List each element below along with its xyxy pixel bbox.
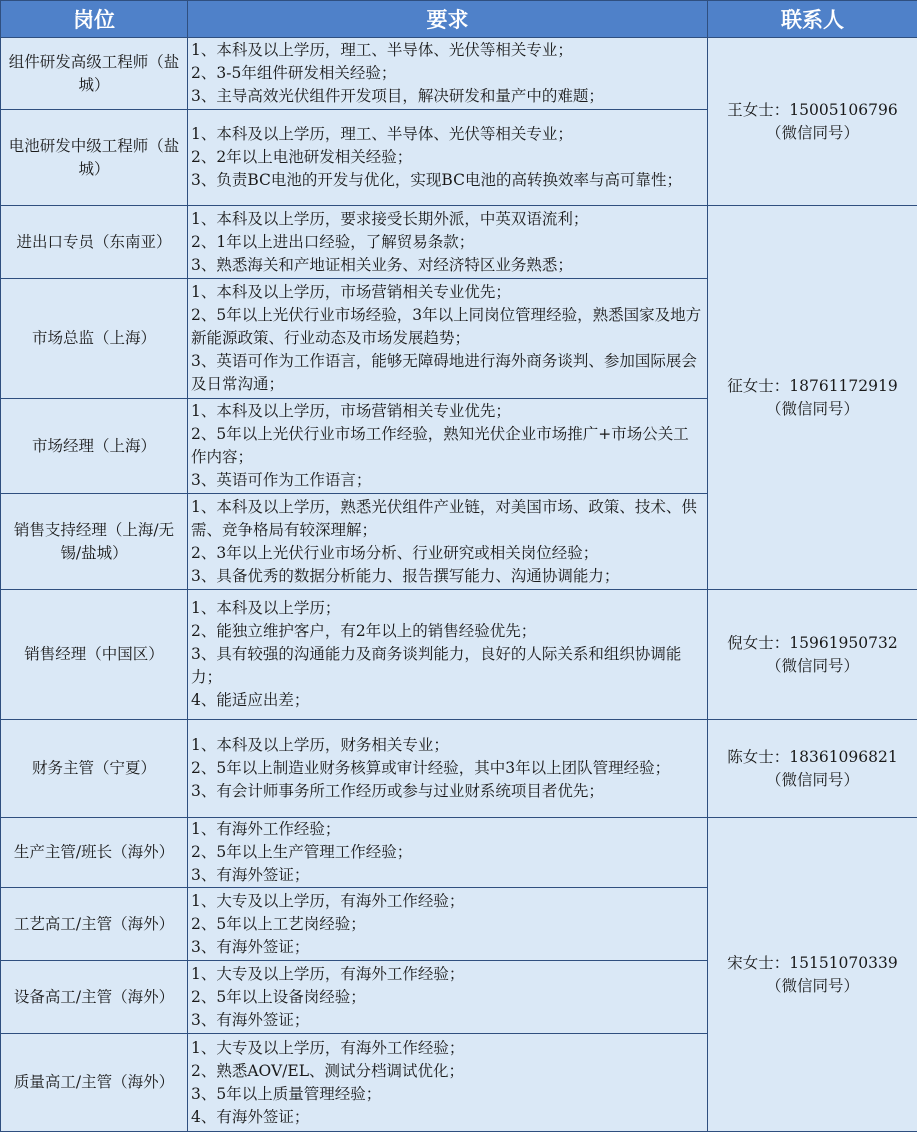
requirement-line: 2、3-5年组件研发相关经验； xyxy=(191,62,704,85)
contact-name-phone: 倪女士：15961950732 xyxy=(711,632,914,655)
requirements-cell xyxy=(188,1034,708,1132)
requirement-line: 2、5年以上光伏行业市场工作经验，熟知光伏企业市场推广+市场公关工作内容； xyxy=(191,423,704,469)
requirement-line: 1、大专及以上学历，有海外工作经验； xyxy=(191,890,704,913)
position-cell xyxy=(1,494,188,590)
requirement-line: 2、熟悉AOV/EL、测试分档调试优化； xyxy=(191,1060,704,1083)
contact-cell xyxy=(708,818,917,1132)
requirement-line: 3、5年以上质量管理经验； xyxy=(191,1083,704,1106)
requirements-cell xyxy=(188,279,708,399)
requirement-line: 1、本科及以上学历，熟悉光伏组件产业链，对美国市场、政策、技术、供需、竞争格局有较深理解； xyxy=(191,496,704,542)
requirement-line: 1、本科及以上学历，理工、半导体、光伏等相关专业； xyxy=(191,123,704,146)
requirement-line: 1、大专及以上学历，有海外工作经验； xyxy=(191,963,704,986)
position-cell xyxy=(1,1034,188,1132)
header-requirements: 要求 xyxy=(188,1,708,38)
contact-note: （微信同号） xyxy=(711,398,914,421)
position-cell xyxy=(1,279,188,399)
table-row xyxy=(1,206,917,279)
contact-note: （微信同号） xyxy=(711,975,914,998)
position-cell xyxy=(1,818,188,888)
requirements-cell xyxy=(188,399,708,494)
requirement-line: 3、有海外签证； xyxy=(191,936,704,959)
contact-name-phone: 陈女士：18361096821 xyxy=(711,746,914,769)
position-title: 销售经理（中国区） xyxy=(4,643,184,666)
table-row xyxy=(1,590,917,720)
requirements-cell xyxy=(188,590,708,720)
requirement-line: 3、负责BC电池的开发与优化，实现BC电池的高转换效率与高可靠性； xyxy=(191,169,704,192)
contact-cell xyxy=(708,38,917,206)
requirement-line: 3、有会计师事务所工作经历或参与过业财系统项目者优先； xyxy=(191,780,704,803)
position-cell xyxy=(1,720,188,818)
table-row xyxy=(1,38,917,110)
position-title: 市场经理（上海） xyxy=(4,435,184,458)
requirement-line: 1、本科及以上学历，要求接受长期外派，中英双语流利； xyxy=(191,208,704,231)
requirement-line: 2、1年以上进出口经验，了解贸易条款； xyxy=(191,231,704,254)
requirements-cell xyxy=(188,961,708,1034)
table-header-row xyxy=(1,1,917,38)
position-cell xyxy=(1,888,188,961)
requirements-cell xyxy=(188,494,708,590)
position-cell xyxy=(1,38,188,110)
requirement-line: 3、英语可作为工作语言，能够无障碍地进行海外商务谈判、参加国际展会及日常沟通； xyxy=(191,350,704,396)
requirements-cell xyxy=(188,818,708,888)
requirement-line: 2、5年以上生产管理工作经验； xyxy=(191,841,704,864)
requirement-line: 1、本科及以上学历，市场营销相关专业优先； xyxy=(191,400,704,423)
requirements-cell xyxy=(188,38,708,110)
requirement-line: 4、有海外签证； xyxy=(191,1106,704,1129)
header-contact: 联系人 xyxy=(708,1,917,38)
table-row xyxy=(1,818,917,888)
requirement-line: 1、大专及以上学历，有海外工作经验； xyxy=(191,1037,704,1060)
requirement-line: 2、3年以上光伏行业市场分析、行业研究或相关岗位经验； xyxy=(191,542,704,565)
requirement-line: 2、5年以上制造业财务核算或审计经验，其中3年以上团队管理经验； xyxy=(191,757,704,780)
requirement-line: 2、5年以上工艺岗经验； xyxy=(191,913,704,936)
table-row xyxy=(1,720,917,818)
contact-note: （微信同号） xyxy=(711,769,914,792)
requirement-line: 3、具有较强的沟通能力及商务谈判能力，良好的人际关系和组织协调能力； xyxy=(191,643,704,689)
requirements-cell xyxy=(188,110,708,206)
requirement-line: 3、有海外签证； xyxy=(191,1009,704,1032)
position-cell xyxy=(1,206,188,279)
requirement-line: 1、本科及以上学历； xyxy=(191,597,704,620)
requirement-line: 2、5年以上光伏行业市场经验，3年以上同岗位管理经验，熟悉国家及地方新能源政策、行业动态及市场发展趋势； xyxy=(191,304,704,350)
contact-cell xyxy=(708,720,917,818)
requirement-line: 2、2年以上电池研发相关经验； xyxy=(191,146,704,169)
requirement-line: 1、本科及以上学历，市场营销相关专业优先； xyxy=(191,281,704,304)
position-cell xyxy=(1,961,188,1034)
position-title: 质量高工/主管（海外） xyxy=(4,1071,184,1094)
contact-cell xyxy=(708,206,917,590)
requirement-line: 3、主导高效光伏组件开发项目，解决研发和量产中的难题； xyxy=(191,85,704,108)
position-title: 市场总监（上海） xyxy=(4,327,184,350)
position-title: 销售支持经理（上海/无锡/盐城） xyxy=(4,519,184,565)
contact-name-phone: 征女士：18761172919 xyxy=(711,375,914,398)
position-title: 组件研发高级工程师（盐城） xyxy=(4,51,184,97)
requirement-line: 1、本科及以上学历，理工、半导体、光伏等相关专业； xyxy=(191,39,704,62)
header-position: 岗位 xyxy=(1,1,188,38)
contact-name-phone: 王女士：15005106796 xyxy=(711,99,914,122)
position-title: 财务主管（宁夏） xyxy=(4,757,184,780)
requirement-line: 2、5年以上设备岗经验； xyxy=(191,986,704,1009)
contact-name-phone: 宋女士：15151070339 xyxy=(711,952,914,975)
requirements-cell xyxy=(188,888,708,961)
position-title: 电池研发中级工程师（盐城） xyxy=(4,135,184,181)
requirement-line: 3、有海外签证； xyxy=(191,864,704,887)
contact-note: （微信同号） xyxy=(711,655,914,678)
requirement-line: 3、具备优秀的数据分析能力、报告撰写能力、沟通协调能力； xyxy=(191,565,704,588)
position-title: 设备高工/主管（海外） xyxy=(4,986,184,1009)
position-title: 进出口专员（东南亚） xyxy=(4,231,184,254)
position-title: 生产主管/班长（海外） xyxy=(4,841,184,864)
contact-cell xyxy=(708,590,917,720)
requirement-line: 4、能适应出差； xyxy=(191,689,704,712)
requirement-line: 1、本科及以上学历，财务相关专业； xyxy=(191,734,704,757)
requirements-cell xyxy=(188,720,708,818)
position-cell xyxy=(1,590,188,720)
position-cell xyxy=(1,110,188,206)
requirement-line: 3、熟悉海关和产地证相关业务、对经济特区业务熟悉； xyxy=(191,254,704,277)
position-title: 工艺高工/主管（海外） xyxy=(4,913,184,936)
requirement-line: 1、有海外工作经验； xyxy=(191,818,704,841)
contact-note: （微信同号） xyxy=(711,122,914,145)
requirements-cell xyxy=(188,206,708,279)
position-cell xyxy=(1,399,188,494)
requirement-line: 3、英语可作为工作语言； xyxy=(191,469,704,492)
requirement-line: 2、能独立维护客户，有2年以上的销售经验优先； xyxy=(191,620,704,643)
